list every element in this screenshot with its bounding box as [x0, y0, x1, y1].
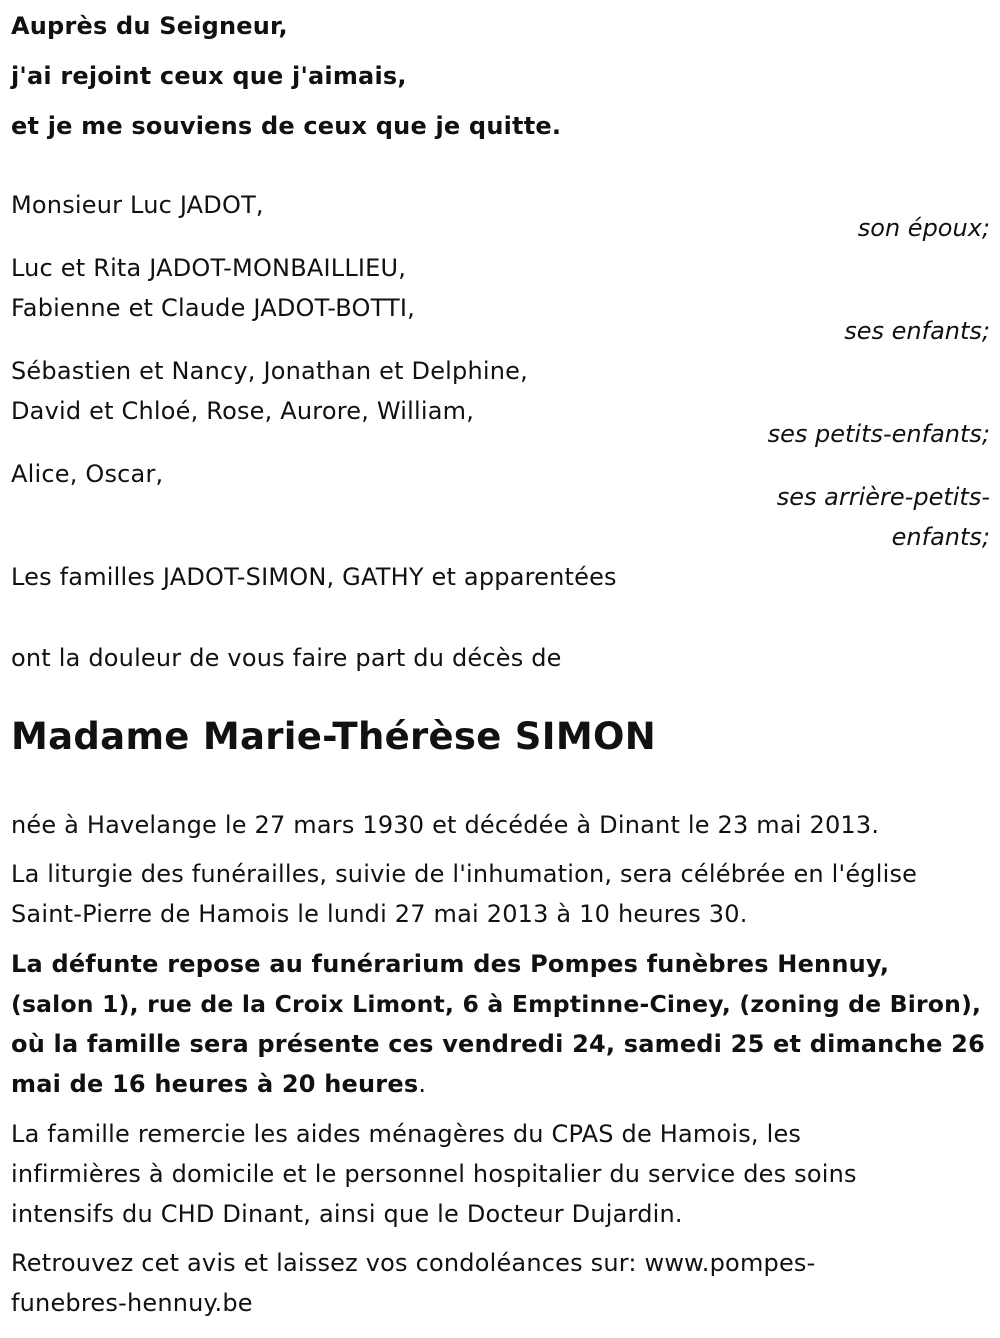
grandchild-name-2: David et Chloé, Rose, Aurore, William, — [11, 397, 475, 425]
spouse-name: Monsieur Luc JADOT, — [11, 191, 264, 219]
child-name-2: Fabienne et Claude JADOT-BOTTI, — [11, 294, 416, 322]
child-name-1: Luc et Rita JADOT-MONBAILLIEU, — [11, 254, 407, 282]
verse-line-3: et je me souviens de ceux que je quitte. — [11, 112, 562, 140]
thanks-line-3: intensifs du CHD Dinant, ainsi que le Docteur Dujardin. — [11, 1200, 683, 1228]
children-role: ses enfants; — [844, 317, 990, 345]
website-line-1: Retrouvez cet avis et laissez vos condoléances sur: www.pompes- — [11, 1249, 816, 1277]
birth-death-line: née à Havelange le 27 mars 1930 et décédée à Dinant le 23 mai 2013. — [11, 811, 880, 839]
grandchildren-role: ses petits-enfants; — [767, 420, 990, 448]
verse-line-1: Auprès du Seigneur, — [11, 12, 288, 40]
families-line: Les familles JADOT-SIMON, GATHY et apparentées — [11, 563, 617, 591]
deceased-name: Madame Marie-Thérèse SIMON — [11, 715, 656, 758]
funerarium-line-4 — [11, 1064, 426, 1104]
liturgy-line-2: Saint-Pierre de Hamois le lundi 27 mai 2013 à 10 heures 30. — [11, 900, 748, 928]
funerarium-line-1: La défunte repose au funérarium des Pompes funèbres Hennuy, — [11, 950, 890, 978]
great-grandchildren-role-2: enfants; — [891, 523, 990, 551]
funerarium-period: . — [418, 1070, 427, 1098]
spouse-role: son époux; — [857, 214, 990, 242]
funerarium-line-2: (salon 1), rue de la Croix Limont, 6 à Emptinne-Ciney, (zoning de Biron), — [11, 990, 982, 1018]
thanks-line-2: infirmières à domicile et le personnel hospitalier du service des soins — [11, 1160, 857, 1188]
grandchild-name-1: Sébastien et Nancy, Jonathan et Delphine, — [11, 357, 528, 385]
great-grandchild-names: Alice, Oscar, — [11, 460, 164, 488]
funerarium-line-3: où la famille sera présente ces vendredi 24, samedi 25 et dimanche 26 — [11, 1030, 985, 1058]
announcement-line: ont la douleur de vous faire part du décès de — [11, 644, 562, 672]
funerarium-hours: mai de 16 heures à 20 heures — [11, 1070, 419, 1098]
great-grandchildren-role-1: ses arrière-petits- — [776, 483, 990, 511]
verse-line-2: j'ai rejoint ceux que j'aimais, — [11, 62, 407, 90]
website-line-2: funebres-hennuy.be — [11, 1289, 253, 1317]
thanks-line-1: La famille remercie les aides ménagères du CPAS de Hamois, les — [11, 1120, 802, 1148]
liturgy-line-1: La liturgie des funérailles, suivie de l'inhumation, sera célébrée en l'église — [11, 860, 918, 888]
